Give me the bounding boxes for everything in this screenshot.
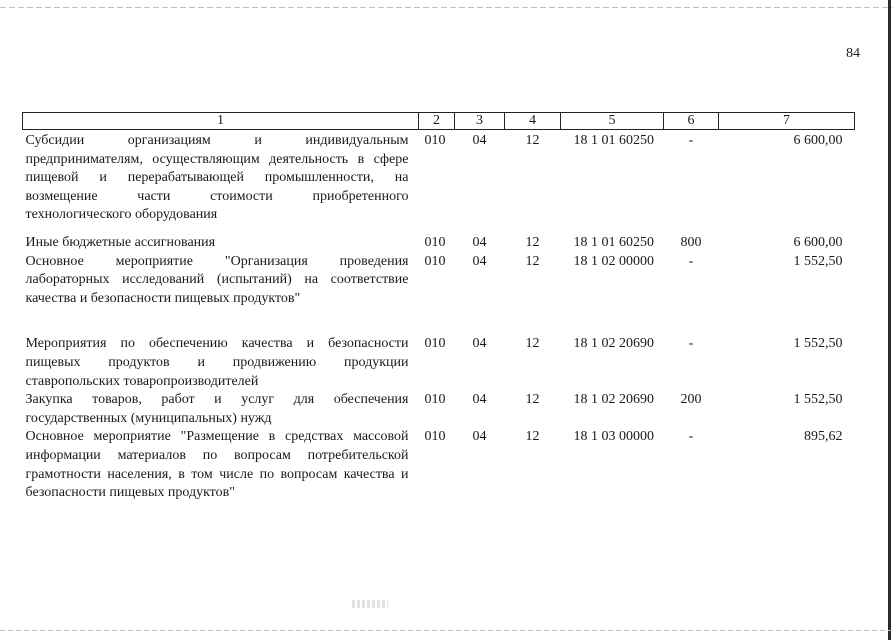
scan-edge-top: [0, 7, 892, 8]
row-name: Мероприятия по обеспечению качества и безопасности пищевых продуктов и продвижению продукции ставропольских товаропроизводителей: [25, 336, 409, 389]
header-col-7: 7: [719, 113, 855, 130]
row-target-article: 18 1 03 00000: [573, 429, 654, 445]
row-gl: 010: [424, 336, 446, 352]
table-row: [23, 335, 855, 391]
row-name: Иные бюджетные ассигнования: [25, 234, 216, 250]
row-subsection: 12: [525, 253, 540, 269]
scan-edge-bottom: [0, 630, 892, 631]
row-expense-type: -: [688, 336, 694, 352]
table-body: [23, 130, 855, 503]
header-col-6: 6: [664, 113, 719, 130]
row-section: 04: [472, 133, 487, 148]
header-col-5: 5: [561, 113, 664, 130]
row-target-article: 18 1 01 60250: [573, 234, 654, 250]
row-amount: 6 600,00: [793, 133, 843, 148]
row-gl: 010: [424, 253, 446, 269]
row-gl: 010: [424, 392, 446, 408]
row-expense-type: -: [688, 429, 694, 445]
row-gl: 010: [424, 429, 446, 445]
row-subsection: 12: [525, 234, 540, 250]
row-amount: 6 600,00: [793, 234, 843, 250]
row-subsection: 12: [525, 133, 540, 148]
row-section: 04: [472, 392, 487, 408]
row-amount: 1 552,50: [793, 253, 843, 269]
row-section: 04: [472, 234, 487, 250]
row-subsection: 12: [525, 392, 540, 408]
header-col-1: 1: [23, 113, 419, 130]
row-expense-type: -: [688, 133, 694, 148]
row-amount: 1 552,50: [793, 336, 843, 352]
row-expense-type: 200: [680, 392, 702, 408]
header-col-3: 3: [455, 113, 505, 130]
scan-artifact: [352, 600, 388, 608]
row-section: 04: [472, 336, 487, 352]
table-row: [23, 234, 855, 253]
row-target-article: 18 1 02 00000: [573, 253, 654, 269]
row-amount: 1 552,50: [793, 392, 843, 408]
row-target-article: 18 1 02 20690: [573, 336, 654, 352]
table-row: [23, 391, 855, 428]
budget-table: [22, 112, 855, 503]
row-subsection: 12: [525, 336, 540, 352]
row-expense-type: 800: [680, 234, 702, 250]
row-target-article: 18 1 01 60250: [573, 133, 654, 148]
row-name: Основное мероприятие "Размещение в средствах массовой информации материалов по вопросам потребительской грамотности населения, в том числе по вопросам качества и безопасности пищевых продуктов": [25, 429, 409, 501]
row-name: Закупка товаров, работ и услуг для обеспечения государственных (муниципальных) нужд: [25, 392, 409, 426]
scan-edge-right: [888, 0, 891, 640]
table-header: [23, 113, 855, 130]
row-name: Основное мероприятие "Организация проведения лабораторных исследований (испытаний) на соответствие качества и безопасности пищевых продуктов": [25, 253, 409, 306]
table-row: [23, 130, 855, 234]
row-subsection: 12: [525, 429, 540, 445]
row-gl: 010: [424, 133, 446, 148]
table-row: [23, 253, 855, 336]
row-gl: 010: [424, 234, 446, 250]
row-expense-type: -: [688, 253, 694, 269]
header-col-4: 4: [505, 113, 561, 130]
row-name: Субсидии организациям и индивидуальным предпринимателям, осуществляющим деятельность в сфере пищевой и перерабатывающей промышленности, на возмещение части стоимости приобретенного технологического оборудования: [25, 133, 409, 223]
row-amount: 895,62: [804, 429, 843, 445]
row-target-article: 18 1 02 20690: [573, 392, 654, 408]
row-section: 04: [472, 253, 487, 269]
row-section: 04: [472, 429, 487, 445]
header-col-2: 2: [419, 113, 455, 130]
page-number: 84: [846, 46, 860, 61]
table-row: [23, 428, 855, 502]
header-row: [23, 113, 855, 130]
